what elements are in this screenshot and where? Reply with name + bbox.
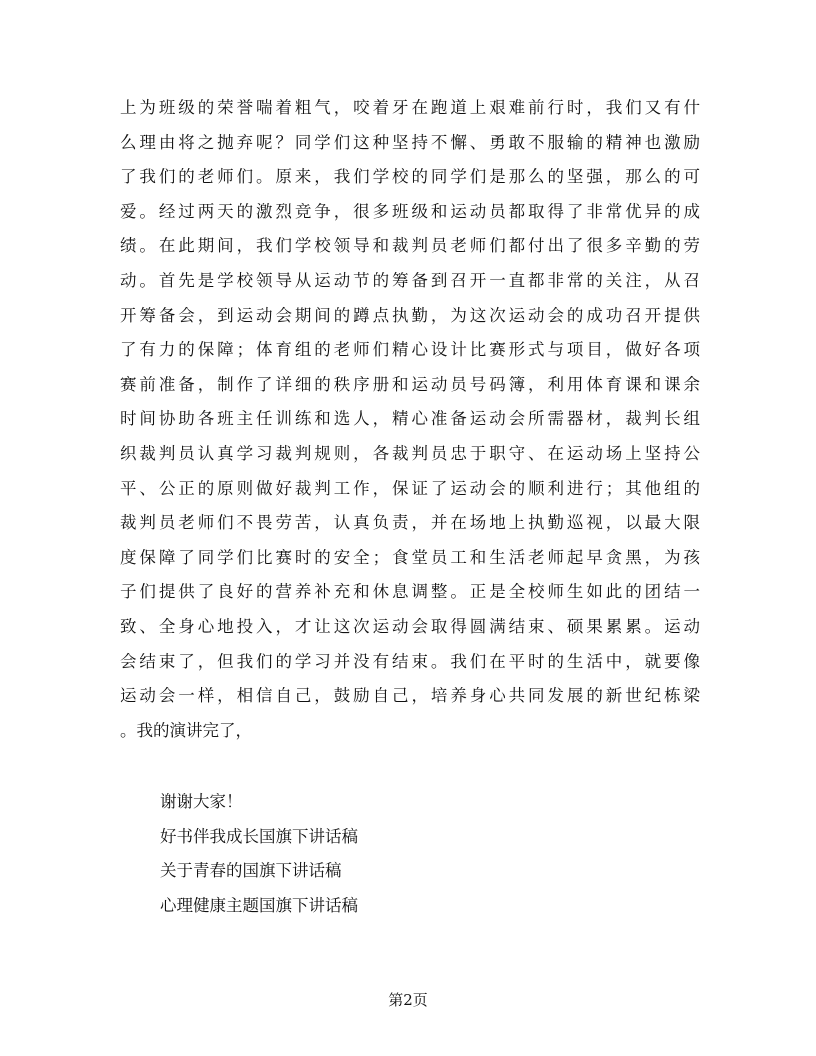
text-line: 致、全身心地投入，才让这次运动会取得圆满结束、硕果累累。运动 <box>120 616 700 636</box>
text-line: 度保障了同学们比赛时的安全；食堂员工和生活老师起早贪黑，为孩 <box>120 547 700 567</box>
text-line: 动。首先是学校领导从运动节的筹备到召开一直都非常的关注，从召 <box>120 270 700 290</box>
text-line: 织裁判员认真学习裁判规则，各裁判员忠于职守、在运动场上坚持公 <box>120 443 700 463</box>
text-line: 了有力的保障；体育组的老师们精心设计比赛形式与项目，做好各项 <box>120 340 700 360</box>
text-line: 爱。经过两天的激烈竞争，很多班级和运动员都取得了非常优异的成 <box>120 201 700 221</box>
text-line: 会结束了，但我们的学习并没有结束。我们在平时的生活中，就要像 <box>120 651 700 671</box>
related-title: 关于青春的国旗下讲话稿 <box>160 861 342 881</box>
text-line: 开筹备会，到运动会期间的蹲点执勤，为这次运动会的成功召开提供 <box>120 305 700 325</box>
text-line: 时间协助各班主任训练和选人，精心准备运动会所需器材，裁判长组 <box>120 409 700 429</box>
related-title: 心理健康主题国旗下讲话稿 <box>160 895 358 915</box>
text-line: 运动会一样，相信自己，鼓励自己，培养身心共同发展的新世纪栋梁 <box>120 686 700 706</box>
text-line: 了我们的老师们。原来，我们学校的同学们是那么的坚强，那么的可 <box>120 167 700 187</box>
speech-body <box>120 91 700 748</box>
text-line: 么理由将之抛弃呢？同学们这种坚持不懈、勇敢不服输的精神也激励 <box>120 132 700 152</box>
text-line: 。我的演讲完了， <box>120 720 252 740</box>
closing-thanks: 谢谢大家！ <box>160 792 243 811</box>
text-line: 平、公正的原则做好裁判工作，保证了运动会的顺利进行；其他组的 <box>120 478 700 498</box>
text-line: 子们提供了良好的营养补充和休息调整。正是全校师生如此的团结一 <box>120 582 700 602</box>
text-line: 上为班级的荣誉喘着粗气，咬着牙在跑道上艰难前行时，我们又有什 <box>120 98 700 117</box>
text-line: 绩。在此期间，我们学校领导和裁判员老师们都付出了很多辛勤的劳 <box>120 236 700 256</box>
closing-and-related-titles <box>160 785 700 923</box>
page-number: 第2页 <box>388 991 428 1009</box>
related-title: 好书伴我成长国旗下讲话稿 <box>160 826 358 846</box>
text-line: 裁判员老师们不畏劳苦，认真负责，并在场地上执勤巡视，以最大限 <box>120 513 700 533</box>
text-line: 赛前准备，制作了详细的秩序册和运动员号码簿，利用体育课和课余 <box>120 374 700 394</box>
